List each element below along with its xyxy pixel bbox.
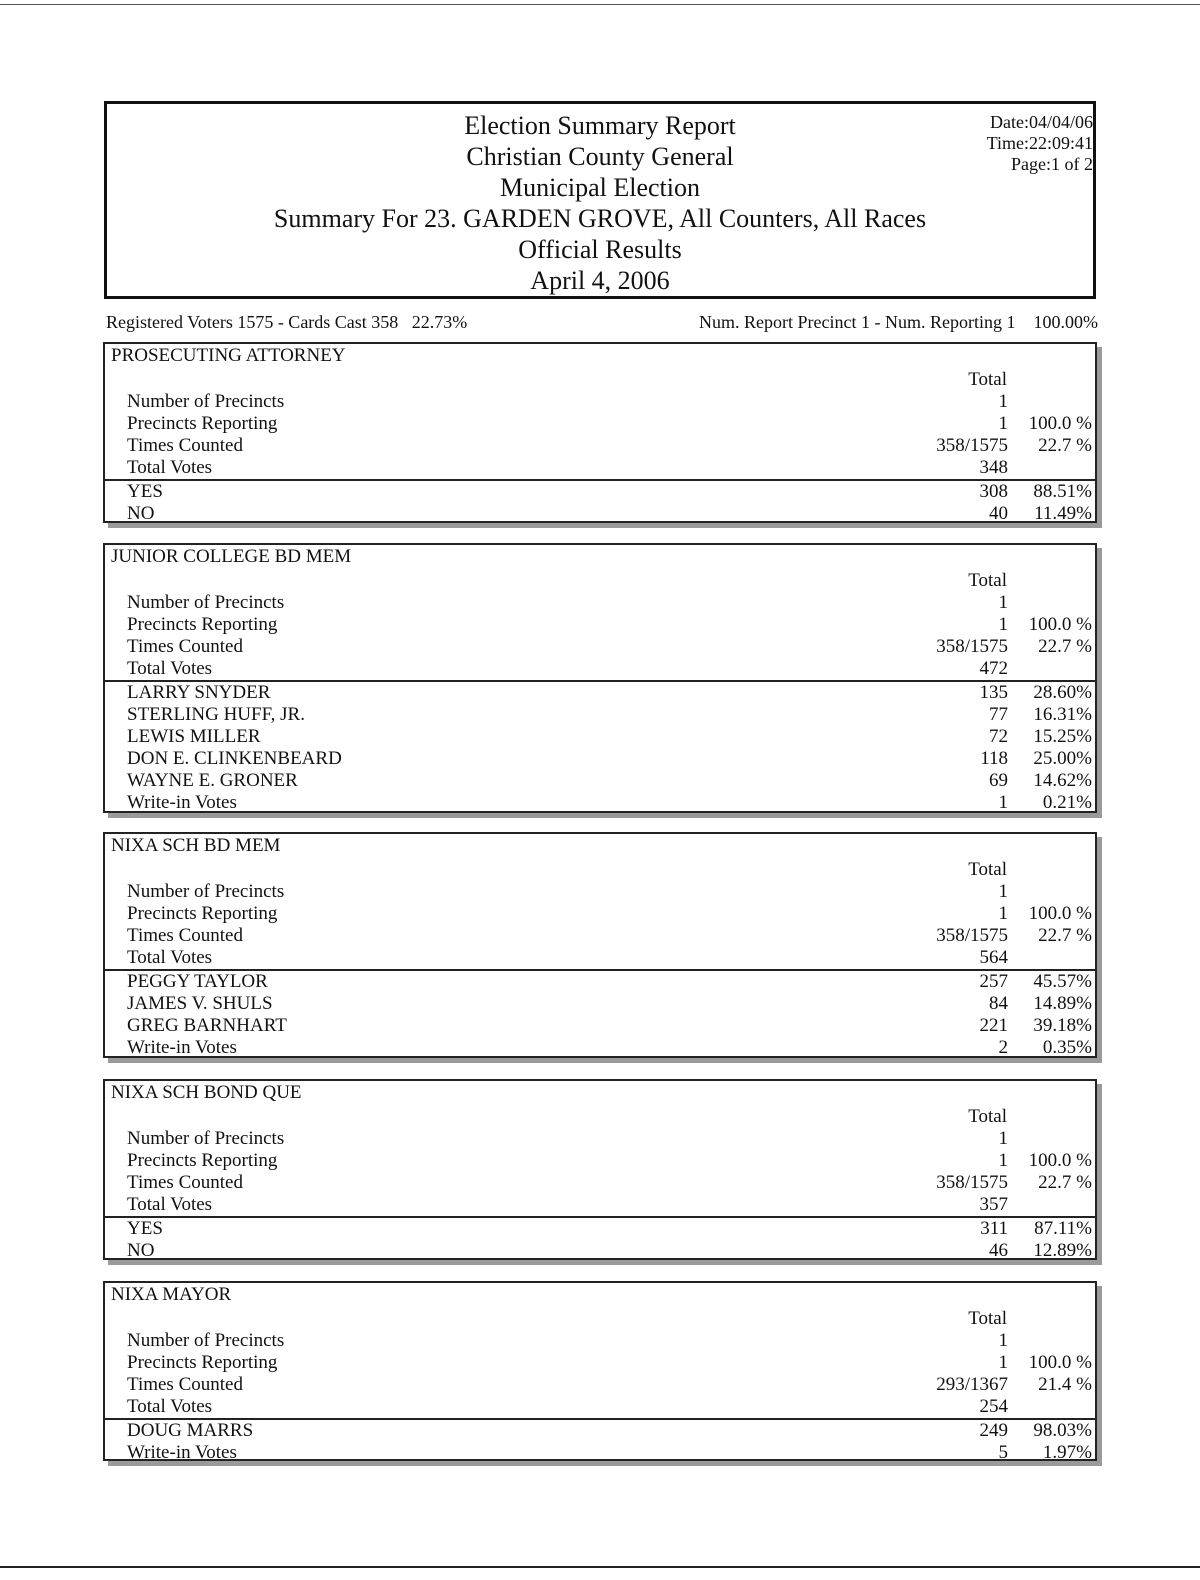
choice-label: Write-in Votes [127, 1442, 237, 1463]
choice-row [105, 1218, 1095, 1240]
stat-value: 1 [998, 391, 1008, 412]
choice-votes: 308 [979, 481, 1008, 502]
choice-votes: 135 [979, 682, 1008, 703]
stat-percent: 22.7 % [1038, 1172, 1092, 1193]
choice-row [105, 1015, 1095, 1037]
report-date: Date:04/04/06 [990, 112, 1093, 132]
choice-label: LEWIS MILLER [127, 726, 261, 747]
choice-label: PEGGY TAYLOR [127, 971, 268, 992]
choice-label: STERLING HUFF, JR. [127, 704, 305, 725]
header-title-block [107, 110, 1093, 296]
stat-label: Total Votes [127, 658, 213, 679]
total-column-header: Total [968, 1106, 1007, 1127]
stat-percent: 100.0 % [1028, 903, 1092, 924]
stat-percent: 100.0 % [1028, 413, 1092, 434]
stat-row [105, 614, 1095, 636]
stat-row [105, 1330, 1095, 1352]
stat-value: 293/1367 [936, 1374, 1008, 1395]
choice-votes: 5 [998, 1442, 1008, 1463]
choice-percent: 1.97% [1042, 1442, 1092, 1463]
stat-row [105, 435, 1095, 457]
stat-row [105, 1374, 1095, 1396]
stat-label: Precincts Reporting [127, 1352, 278, 1373]
choice-percent: 25.00% [1033, 748, 1092, 769]
stat-row [105, 457, 1095, 479]
choice-votes: 257 [979, 971, 1008, 992]
stat-row [105, 658, 1095, 680]
stat-value: 254 [979, 1396, 1008, 1417]
race-box [103, 832, 1097, 1058]
choice-votes: 46 [989, 1240, 1008, 1261]
stat-row [105, 391, 1095, 413]
total-column-header: Total [968, 859, 1007, 880]
race-box [103, 543, 1097, 813]
choice-label: JAMES V. SHULS [127, 993, 273, 1014]
stat-label: Precincts Reporting [127, 413, 278, 434]
choice-label: DON E. CLINKENBEARD [127, 748, 342, 769]
stat-value: 1 [998, 413, 1008, 434]
total-column-header: Total [968, 1308, 1007, 1329]
choice-row [105, 1420, 1095, 1442]
stat-row [105, 636, 1095, 658]
choice-percent: 0.35% [1042, 1037, 1092, 1058]
stat-label: Number of Precincts [127, 1128, 285, 1149]
choice-label: Write-in Votes [127, 792, 237, 813]
choice-votes: 221 [979, 1015, 1008, 1036]
stat-value: 1 [998, 1352, 1008, 1373]
stat-label: Precincts Reporting [127, 614, 278, 635]
stat-label: Times Counted [127, 1172, 243, 1193]
race-box [103, 1079, 1097, 1260]
race-title: PROSECUTING ATTORNEY [111, 345, 346, 366]
stat-value: 358/1575 [936, 1172, 1008, 1193]
stat-row [105, 881, 1095, 903]
stat-row [105, 1194, 1095, 1216]
stat-value: 1 [998, 903, 1008, 924]
registered-voters-summary: Registered Voters 1575 - Cards Cast 358 22.73% [106, 312, 468, 332]
stat-label: Precincts Reporting [127, 903, 278, 924]
stat-value: 348 [979, 457, 1008, 478]
stat-value: 357 [979, 1194, 1008, 1215]
stat-label: Total Votes [127, 1396, 213, 1417]
stat-row [105, 1352, 1095, 1374]
race-box [103, 1281, 1097, 1461]
stat-row [105, 947, 1095, 969]
choice-row [105, 993, 1095, 1015]
choice-percent: 28.60% [1033, 682, 1092, 703]
total-column-header: Total [968, 369, 1007, 390]
summary-line [106, 312, 1098, 334]
header-meta [987, 112, 1093, 175]
stat-label: Number of Precincts [127, 1330, 285, 1351]
stat-row [105, 1396, 1095, 1418]
choice-row [105, 726, 1095, 748]
stat-percent: 100.0 % [1028, 1150, 1092, 1171]
header-line: April 4, 2006 [530, 266, 670, 295]
choice-votes: 1 [998, 792, 1008, 813]
choice-percent: 16.31% [1033, 704, 1092, 725]
choice-votes: 118 [980, 748, 1008, 769]
choice-percent: 0.21% [1042, 792, 1092, 813]
choice-votes: 69 [989, 770, 1008, 791]
stat-row [105, 1150, 1095, 1172]
choice-row [105, 682, 1095, 704]
stat-label: Total Votes [127, 457, 213, 478]
stat-label: Total Votes [127, 947, 213, 968]
scan-edge-top [0, 4, 1200, 5]
choice-row [105, 770, 1095, 792]
stat-percent: 100.0 % [1028, 614, 1092, 635]
choice-votes: 311 [980, 1218, 1008, 1239]
race-title: NIXA MAYOR [111, 1284, 232, 1305]
stat-row [105, 413, 1095, 435]
stat-label: Times Counted [127, 1374, 243, 1395]
stat-label: Number of Precincts [127, 391, 285, 412]
choice-row [105, 1240, 1095, 1262]
stat-label: Number of Precincts [127, 592, 285, 613]
choice-votes: 72 [989, 726, 1008, 747]
choice-percent: 12.89% [1033, 1240, 1092, 1261]
stat-value: 1 [998, 614, 1008, 635]
stat-value: 358/1575 [936, 435, 1008, 456]
choice-votes: 77 [989, 704, 1008, 725]
report-time: Time:22:09:41 [986, 133, 1093, 153]
choice-label: GREG BARNHART [127, 1015, 287, 1036]
choice-row [105, 481, 1095, 503]
choice-percent: 98.03% [1033, 1420, 1092, 1441]
choice-percent: 39.18% [1033, 1015, 1092, 1036]
stat-value: 1 [998, 1330, 1008, 1351]
stat-row [105, 592, 1095, 614]
scan-edge-bottom [0, 1566, 1200, 1568]
choice-percent: 11.49% [1034, 503, 1092, 524]
choice-label: YES [127, 1218, 163, 1239]
header-line: Christian County General [466, 142, 734, 171]
stat-value: 358/1575 [936, 636, 1008, 657]
stat-percent: 22.7 % [1038, 435, 1092, 456]
stat-value: 1 [998, 881, 1008, 902]
choice-label: NO [127, 503, 155, 524]
stat-value: 1 [998, 1128, 1008, 1149]
choice-row [105, 503, 1095, 525]
race-box [103, 342, 1097, 523]
race-title: NIXA SCH BOND QUE [111, 1082, 302, 1103]
stat-value: 358/1575 [936, 925, 1008, 946]
report-header [104, 101, 1096, 299]
page-number: Page:1 of 2 [1011, 154, 1093, 174]
race-title: NIXA SCH BD MEM [111, 835, 281, 856]
choice-row [105, 704, 1095, 726]
choice-percent: 45.57% [1033, 971, 1092, 992]
header-line: Summary For 23. GARDEN GROVE, All Counters, All Races [273, 204, 927, 233]
choice-label: Write-in Votes [127, 1037, 237, 1058]
stat-label: Total Votes [127, 1194, 213, 1215]
choice-votes: 2 [998, 1037, 1008, 1058]
stat-label: Times Counted [127, 636, 243, 657]
choice-label: YES [127, 481, 163, 502]
choice-percent: 88.51% [1033, 481, 1092, 502]
stat-value: 564 [979, 947, 1008, 968]
stat-label: Times Counted [127, 435, 243, 456]
stat-percent: 100.0 % [1028, 1352, 1092, 1373]
choice-percent: 14.62% [1033, 770, 1092, 791]
choice-row [105, 748, 1095, 770]
stat-label: Number of Precincts [127, 881, 285, 902]
stat-row [105, 903, 1095, 925]
stat-row [105, 1172, 1095, 1194]
choice-percent: 14.89% [1033, 993, 1092, 1014]
choice-row [105, 792, 1095, 814]
stat-value: 1 [998, 592, 1008, 613]
stat-row [105, 1128, 1095, 1150]
choice-row [105, 1037, 1095, 1059]
choice-label: NO [127, 1240, 155, 1261]
header-line: Municipal Election [499, 173, 700, 202]
choice-label: WAYNE E. GRONER [127, 770, 298, 791]
choice-label: DOUG MARRS [127, 1420, 254, 1441]
stat-label: Precincts Reporting [127, 1150, 278, 1171]
stat-row [105, 925, 1095, 947]
choice-votes: 40 [989, 503, 1008, 524]
stat-value: 1 [998, 1150, 1008, 1171]
stat-percent: 22.7 % [1038, 636, 1092, 657]
stat-value: 472 [979, 658, 1008, 679]
choice-row [105, 1442, 1095, 1464]
total-column-header: Total [968, 570, 1007, 591]
stat-percent: 22.7 % [1038, 925, 1092, 946]
header-line: Official Results [518, 235, 682, 264]
stat-label: Times Counted [127, 925, 243, 946]
race-title: JUNIOR COLLEGE BD MEM [111, 546, 352, 567]
choice-row [105, 971, 1095, 993]
choice-percent: 87.11% [1034, 1218, 1092, 1239]
choice-percent: 15.25% [1033, 726, 1092, 747]
stat-percent: 21.4 % [1038, 1374, 1092, 1395]
choice-label: LARRY SNYDER [127, 682, 271, 703]
choice-votes: 84 [989, 993, 1008, 1014]
choice-votes: 249 [979, 1420, 1008, 1441]
precinct-reporting-summary: Num. Report Precinct 1 - Num. Reporting 1 100.00% [699, 312, 1098, 332]
header-line: Election Summary Report [464, 111, 736, 140]
